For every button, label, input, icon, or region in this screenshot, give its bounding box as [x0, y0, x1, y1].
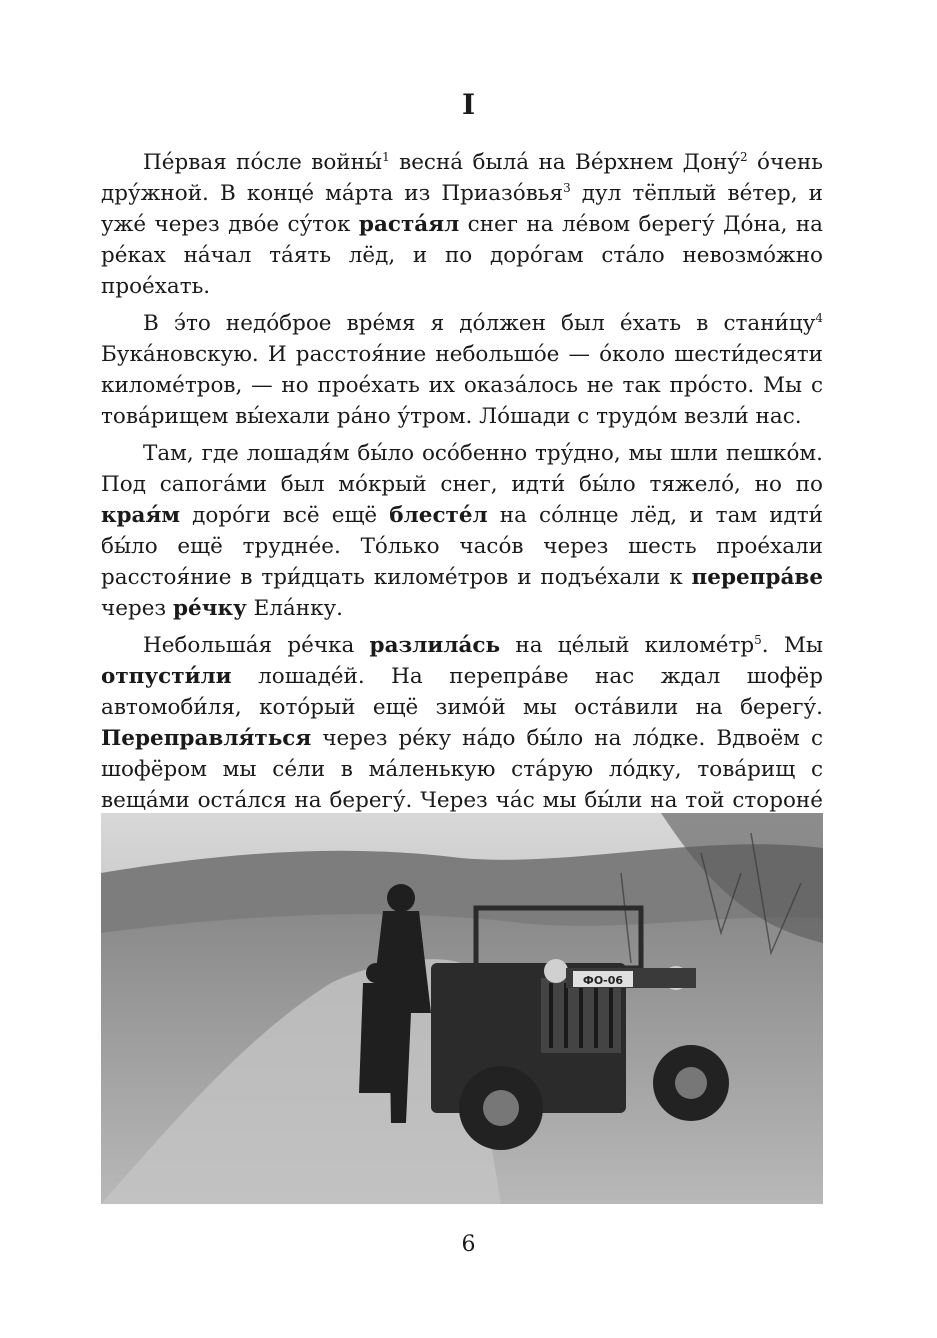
vocab-word: блесте́л — [389, 503, 488, 528]
vocab-word: перепра́ве — [691, 565, 823, 590]
footnote-ref: 5 — [754, 632, 762, 647]
jeep-photo-illustration — [101, 813, 823, 1204]
vocab-word: отпусти́ли — [101, 664, 232, 689]
vocab-word: края́м — [101, 503, 181, 528]
chapter-title: I — [461, 88, 476, 121]
footnote-ref: 3 — [563, 180, 571, 195]
paragraph: В э́то недо́брое вре́мя я до́лжен был е́хать в $стани́цу^4$ Бука́новскую. И расстоя́ние небольшо́е — о́коло шести́десяти киломе́тров, — но прое́хать их оказа́лось не так про́сто. Мы с това́рищем вы́ехали ра́но у́тром. Ло́шади с трудо́м везли́ нас. — [101, 310, 823, 429]
vocab-word: Переправля́ться — [101, 726, 312, 751]
paragraph: Пе́рвая по́сле войны́$^1$ весна́ была́ на Ве́рхнем Дону́$^2$ о́чень дру́жной. В конце́ ма́рта из Приазо́вья$^3$ дул тёплый ве́тер, и уже́ через дво́е су́ток раста́ял снег на ле́вом берегу́ До́на, на ре́ках на́чал та́ять лёд, и по доро́гам ста́ло невозмо́жно прое́хать. — [101, 149, 823, 299]
vocab-word: разлила́сь — [369, 633, 501, 658]
vocab-word: ре́чку — [173, 596, 247, 621]
vocab-word: раста́ял — [358, 212, 460, 237]
jeep-photo — [101, 813, 823, 1204]
footnote-ref: 4 — [815, 310, 823, 325]
footnote-ref: 1 — [382, 149, 390, 164]
page-number: 6 — [461, 1232, 476, 1257]
paragraph: Там, где лошадя́м бы́ло осо́бенно тру́дно, мы шли пешко́м. Под сапога́ми был мо́крый снег, идти́ бы́ло тяжело́, но по края́м доро́ги всё ещё блесте́л на со́лнце лёд, и там идти́ бы́ло ещё трудне́е. То́лько часо́в через шесть прое́хали расстоя́ние в три́дцать киломе́тров и подъе́хали к перепра́ве через ре́чку Ела́нку. — [101, 441, 824, 621]
license-plate-text: ФО-06 — [582, 974, 624, 987]
paragraph: Небольша́я ре́чка разлила́сь на це́лый $киломе́тр^5$. Мы отпусти́ли лошаде́й. На перепра́ве нас ждал шофёр автомоби́ля, кото́рый ещё зимо́й мы оста́вили на берегу́. Переправля́ться через ре́ку на́до бы́ло на ло́дке. Вдвоём с шофёром мы се́ли в ма́ленькую ста́рую ло́дку, това́рищ с веща́ми оста́лся на берегу́. Через ча́с мы бы́ли на той стороне́ — [101, 632, 823, 813]
footnote-ref: 2 — [740, 149, 748, 164]
body-text — [101, 147, 823, 853]
